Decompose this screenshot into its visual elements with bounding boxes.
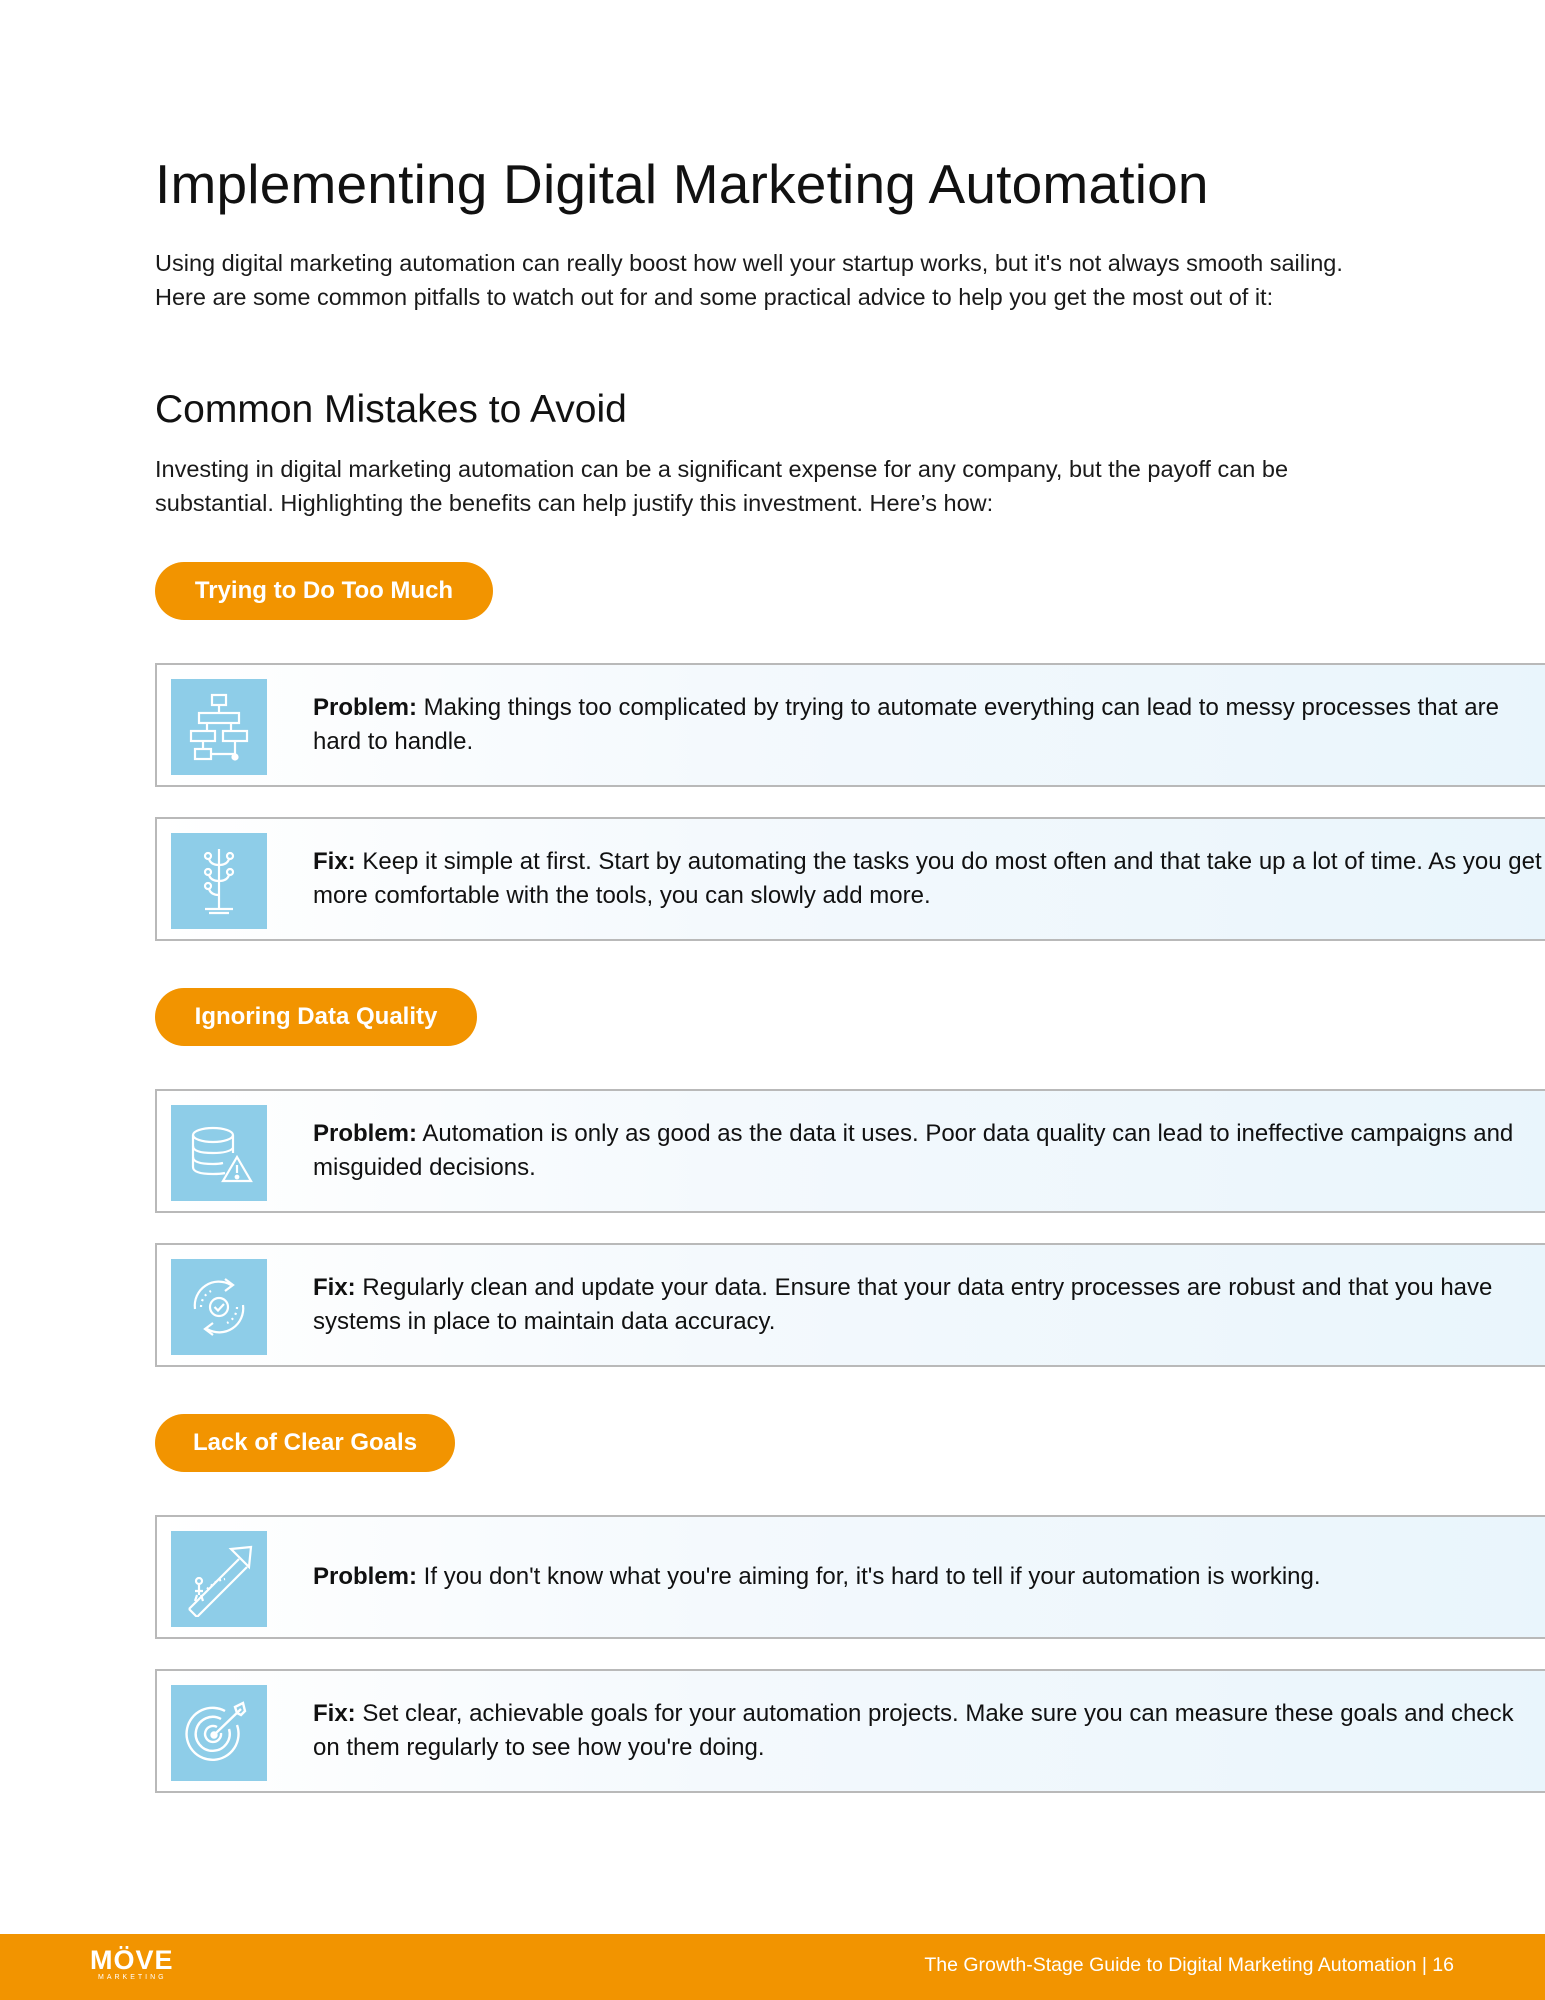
logo-subtext: MARKETING [98, 1974, 167, 1981]
category-pill-ignoring-data-quality: Ignoring Data Quality [155, 988, 477, 1046]
fix-card [155, 817, 1545, 941]
upward-arrow-path-icon [171, 1531, 267, 1627]
intro-paragraph: Using digital marketing automation can really boost how well your startup works, but it's not always smooth sailing. Here are some common pitfalls to watch out for and some practical advice to help you get the most out of it: [155, 250, 1343, 310]
problem-text: Problem: Automation is only as good as the data it uses. Poor data quality can lead to ineffective campaigns and misguided decisions. [313, 1120, 1514, 1181]
brand-logo [90, 1946, 174, 1982]
fix-card [155, 1669, 1545, 1793]
problem-card [155, 1515, 1545, 1639]
page-title: Implementing Digital Marketing Automation [155, 153, 1209, 215]
section-intro-paragraph: Investing in digital marketing automation can be a significant expense for any company, but the payoff can be substantial. Highlighting the benefits can help justify this investment. Here’s how: [155, 456, 1289, 516]
section-title: Common Mistakes to Avoid [155, 388, 627, 431]
page-footer [0, 1934, 1545, 2000]
fix-text: Fix: Set clear, achievable goals for your automation projects. Make sure you can measure these goals and check on them regularly to see how you're doing. [313, 1700, 1514, 1761]
database-warning-icon [171, 1105, 267, 1201]
fix-text: Fix: Regularly clean and update your data. Ensure that your data entry processes are robust and that you have systems in place to maintain data accuracy. [313, 1274, 1493, 1335]
flowchart-icon [171, 679, 267, 775]
problem-text: Problem: Making things too complicated by trying to automate everything can lead to messy processes that are hard to handle. [313, 694, 1499, 755]
problem-card [155, 1089, 1545, 1213]
footer-page-info: The Growth-Stage Guide to Digital Marketing Automation | 16 [924, 1954, 1454, 1976]
fix-card [155, 1243, 1545, 1367]
problem-text: Problem: If you don't know what you're aiming for, it's hard to tell if your automation is working. [313, 1563, 1321, 1590]
fix-text: Fix: Keep it simple at first. Start by automating the tasks you do most often and that take up a lot of time. As you get more comfortable with the tools, you can slowly add more. [313, 848, 1542, 909]
target-arrow-icon [171, 1685, 267, 1781]
category-pill-trying-to-do-too-much: Trying to Do Too Much [155, 562, 493, 620]
problem-card [155, 663, 1545, 787]
refresh-check-icon [171, 1259, 267, 1355]
category-pill-lack-of-clear-goals: Lack of Clear Goals [155, 1414, 455, 1472]
logo-text: MÖVE [90, 1945, 174, 1975]
branching-tree-icon [171, 833, 267, 929]
